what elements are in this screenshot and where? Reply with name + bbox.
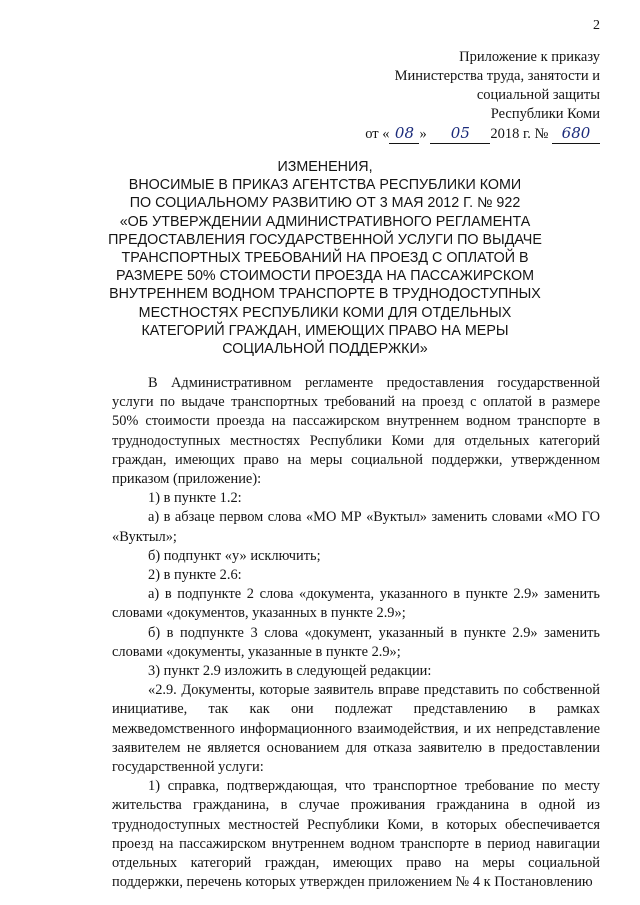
title-line: «ОБ УТВЕРЖДЕНИИ АДМИНИСТРАТИВНОГО РЕГЛАМЕНТА (119, 213, 531, 230)
annex-header (300, 48, 600, 144)
date-year: 2018 г. № (490, 126, 549, 142)
paragraph: 3) пункт 2.9 изложить в следующей редакции: (148, 663, 432, 680)
title-line: КАТЕГОРИЙ ГРАЖДАН, ИМЕЮЩИХ ПРАВО НА МЕРЫ (141, 322, 509, 339)
annex-line: Приложение к приказу (459, 49, 600, 65)
annex-date-line (300, 124, 600, 144)
annex-line: Республики Коми (490, 106, 600, 122)
paragraph: «2.9. Документы, которые заявитель вправе представить по собственной инициативе, так как они подлежат представлению в рамках межведомственного информационного взаимодействия, и их непредставление заявителем не является основанием для отказа заявителю в предоставлении государственной услуги: (112, 682, 600, 776)
title-line: ВНУТРЕННЕМ ВОДНОМ ТРАНСПОРТЕ В ТРУДНОДОСТУПНЫХ (109, 286, 541, 303)
handwritten-number: 680 (552, 124, 600, 144)
document-body (112, 374, 600, 892)
title-line: ИЗМЕНЕНИЯ, (277, 159, 373, 175)
title-line: РАЗМЕРЕ 50% СТОИМОСТИ ПРОЕЗДА НА ПАССАЖИРСКОМ (115, 268, 535, 285)
handwritten-day: 08 (389, 124, 419, 144)
paragraph: 2) в пункте 2.6: (148, 567, 242, 584)
title-line: ПО СОЦИАЛЬНОМУ РАЗВИТИЮ ОТ 3 МАЯ 2012 Г. № 922 (129, 195, 521, 212)
date-mid: » (419, 126, 427, 142)
date-prefix: от « (365, 126, 390, 142)
annex-line: Министерства труда, занятости и (394, 68, 600, 84)
document-title (55, 158, 595, 358)
paragraph: 1) справка, подтверждающая, что транспортное требование по месту жительства гражданина, в случае проживания гражданина в одной из труднодоступных местностей Республики Коми, в которых обеспечивается проезд на пассажирском внутреннем водном транспорте в период навигации отдельных категорий граждан, имеющих право на меры социальной поддержки, перечень которых утвержден приложением № 4 к Постановлению (112, 778, 600, 891)
annex-line: социальной защиты (476, 87, 600, 103)
handwritten-month: 05 (430, 124, 490, 144)
paragraph: б) подпункт «у» исключить; (148, 547, 321, 564)
title-line: ВНОСИМЫЕ В ПРИКАЗ АГЕНТСТВА РЕСПУБЛИКИ КОМИ (128, 177, 522, 194)
paragraph: а) в абзаце первом слова «МО МР «Вуктыл» заменить словами «МО ГО «Вуктыл»; (112, 509, 600, 545)
page-number: 2 (593, 18, 600, 33)
paragraph: а) в подпункте 2 слова «документа, указанного в пункте 2.9» заменить словами «документов, указанных в пункте 2.9»; (112, 586, 600, 622)
title-line: СОЦИАЛЬНОЙ ПОДДЕРЖКИ» (222, 341, 428, 358)
title-line: МЕСТНОСТЯХ РЕСПУБЛИКИ КОМИ ДЛЯ ОТДЕЛЬНЫХ (138, 304, 512, 321)
title-line: ТРАНСПОРТНЫХ ТРЕБОВАНИЙ НА ПРОЕЗД С ОПЛАТОЙ В (121, 250, 529, 267)
paragraph: 1) в пункте 1.2: (148, 490, 242, 507)
title-line: ПРЕДОСТАВЛЕНИЯ ГОСУДАРСТВЕННОЙ УСЛУГИ ПО ВЫДАЧЕ (108, 231, 542, 248)
paragraph: б) в подпункте 3 слова «документ, указанный в пункте 2.9» заменить словами «документы, указанные в пункте 2.9»; (112, 624, 600, 660)
paragraph: В Административном регламенте предоставления государственной услуги по выдаче транспортных требований на проезд с оплатой в размере 50% стоимости проезда на пассажирском внутреннем водном транспорте в труднодоступных местностях Республики Коми для отдельных категорий граждан, имеющих право на меры социальной поддержки, утвержденном приказом (приложение): (112, 375, 600, 488)
